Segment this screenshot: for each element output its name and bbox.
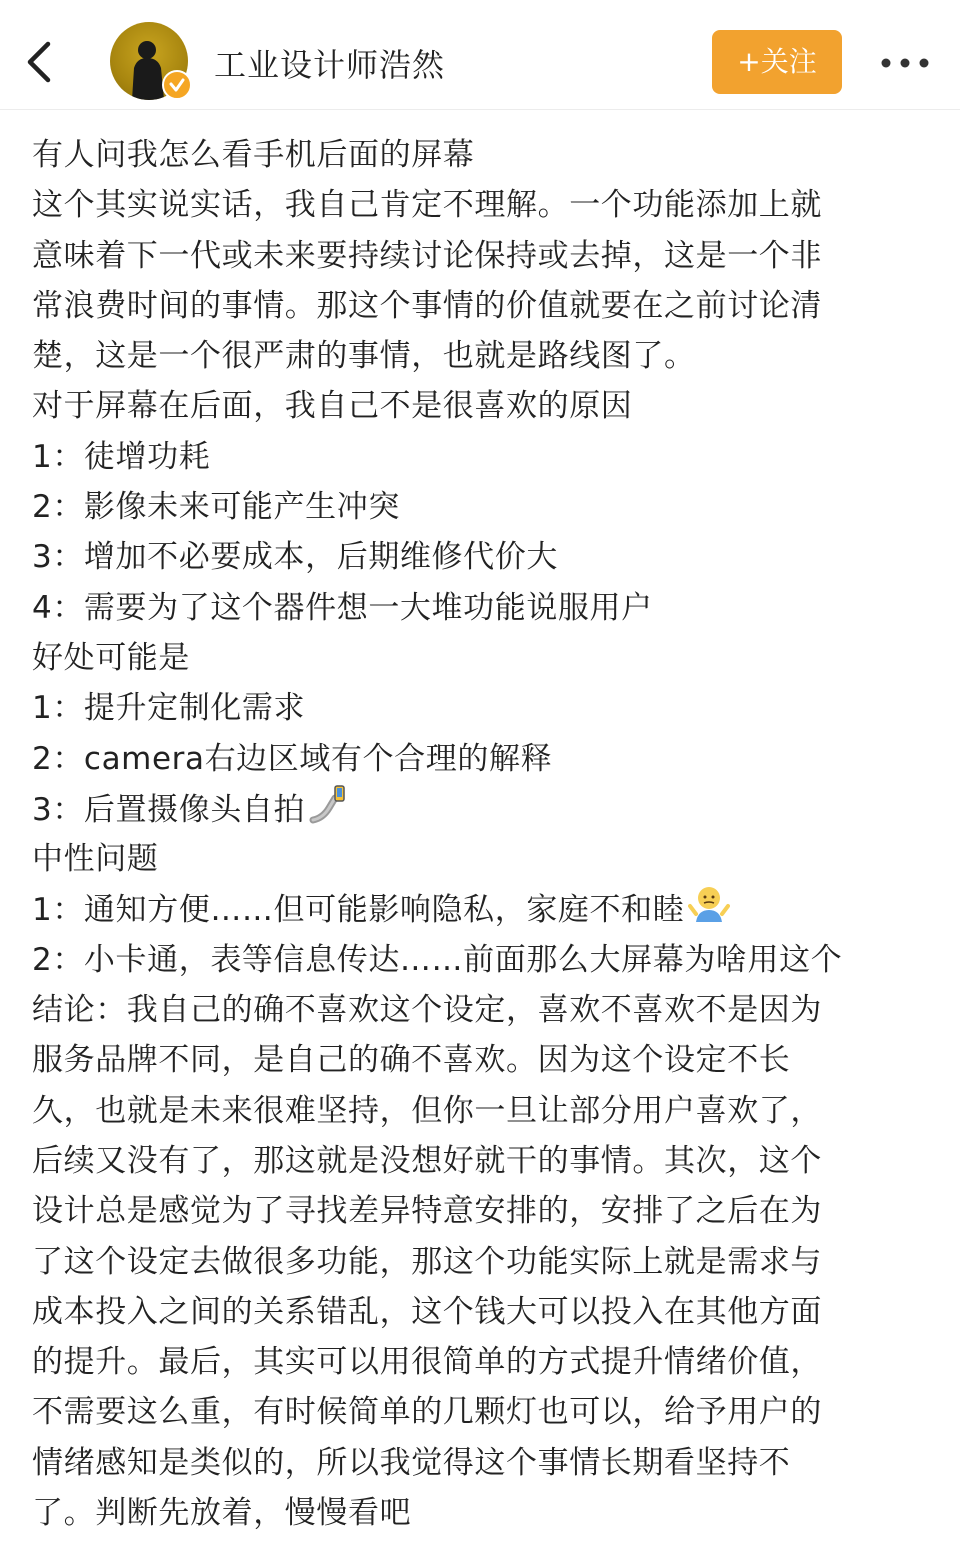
post-line-with-emoji xyxy=(32,884,928,934)
post-line: 服务品牌不同，是自己的确不喜欢。因为这个设定不长 xyxy=(32,1042,791,1079)
post-line: 了。判断先放着，慢慢看吧 xyxy=(32,1495,412,1532)
username[interactable]: 工业设计师浩然 xyxy=(214,46,446,84)
post-line: 3：增加不必要成本，后期维修代价大 xyxy=(32,539,558,576)
post-line: 中性问题 xyxy=(32,841,159,878)
post-line-text: 3：后置摄像头自拍 xyxy=(32,792,306,829)
more-button[interactable] xyxy=(880,48,930,78)
post-line: 了这个设定去做很多功能，那这个功能实际上就是需求与 xyxy=(32,1243,822,1280)
chevron-left-icon xyxy=(22,38,58,86)
post-body xyxy=(32,130,928,1538)
post-line: 1：徒增功耗 xyxy=(32,438,211,475)
post-line: 好处可能是 xyxy=(32,639,190,676)
post-line: 成本投入之间的关系错乱，这个钱大可以投入在其他方面 xyxy=(32,1293,822,1330)
post-line: 这个其实说实话，我自己肯定不理解。一个功能添加上就 xyxy=(32,187,822,224)
shrug-emoji xyxy=(688,884,730,939)
post-line: 结论：我自己的确不喜欢这个设定，喜欢不喜欢不是因为 xyxy=(32,992,822,1029)
follow-button[interactable]: +关注 xyxy=(712,30,842,94)
post-line: 2：影像未来可能产生冲突 xyxy=(32,489,400,526)
post-line: 2：小卡通，表等信息传达……前面那么大屏幕为啥用这个 xyxy=(32,941,843,978)
post-line: 久，也就是未来很难坚持，但你一旦让部分用户喜欢了， xyxy=(32,1092,822,1129)
avatar[interactable] xyxy=(110,22,190,102)
post-line: 常浪费时间的事情。那这个事情的价值就要在之前讨论清 xyxy=(32,287,822,324)
back-button[interactable] xyxy=(22,38,58,86)
verified-badge-icon xyxy=(162,70,192,100)
selfie-emoji xyxy=(309,784,349,839)
post-line: 不需要这么重，有时候简单的几颗灯也可以，给予用户的 xyxy=(32,1394,822,1431)
post-line: 后续又没有了，那这就是没想好就干的事情。其次，这个 xyxy=(32,1142,822,1179)
post-line: 有人问我怎么看手机后面的屏幕 xyxy=(32,137,475,173)
post-line: 的提升。最后，其实可以用很简单的方式提升情绪价值， xyxy=(32,1344,822,1381)
post-header xyxy=(0,0,960,110)
post-line-with-emoji xyxy=(32,784,928,834)
post-line: 意味着下一代或未来要持续讨论保持或去掉，这是一个非 xyxy=(32,237,822,274)
post-line: 对于屏幕在后面，我自己不是很喜欢的原因 xyxy=(32,388,633,425)
post-line: 楚，这是一个很严肃的事情，也就是路线图了。 xyxy=(32,338,696,375)
more-dots-icon xyxy=(880,48,930,78)
post-line: 情绪感知是类似的，所以我觉得这个事情长期看坚持不 xyxy=(32,1444,791,1481)
post-line: 4：需要为了这个器件想一大堆功能说服用户 xyxy=(32,589,653,626)
post-line: 1：提升定制化需求 xyxy=(32,690,306,727)
post-line: 设计总是感觉为了寻找差异特意安排的，安排了之后在为 xyxy=(32,1193,822,1230)
post-line: 2：camera右边区域有个合理的解释 xyxy=(32,740,553,777)
post-line-text: 1：通知方便……但可能影响隐私，家庭不和睦 xyxy=(32,892,685,929)
